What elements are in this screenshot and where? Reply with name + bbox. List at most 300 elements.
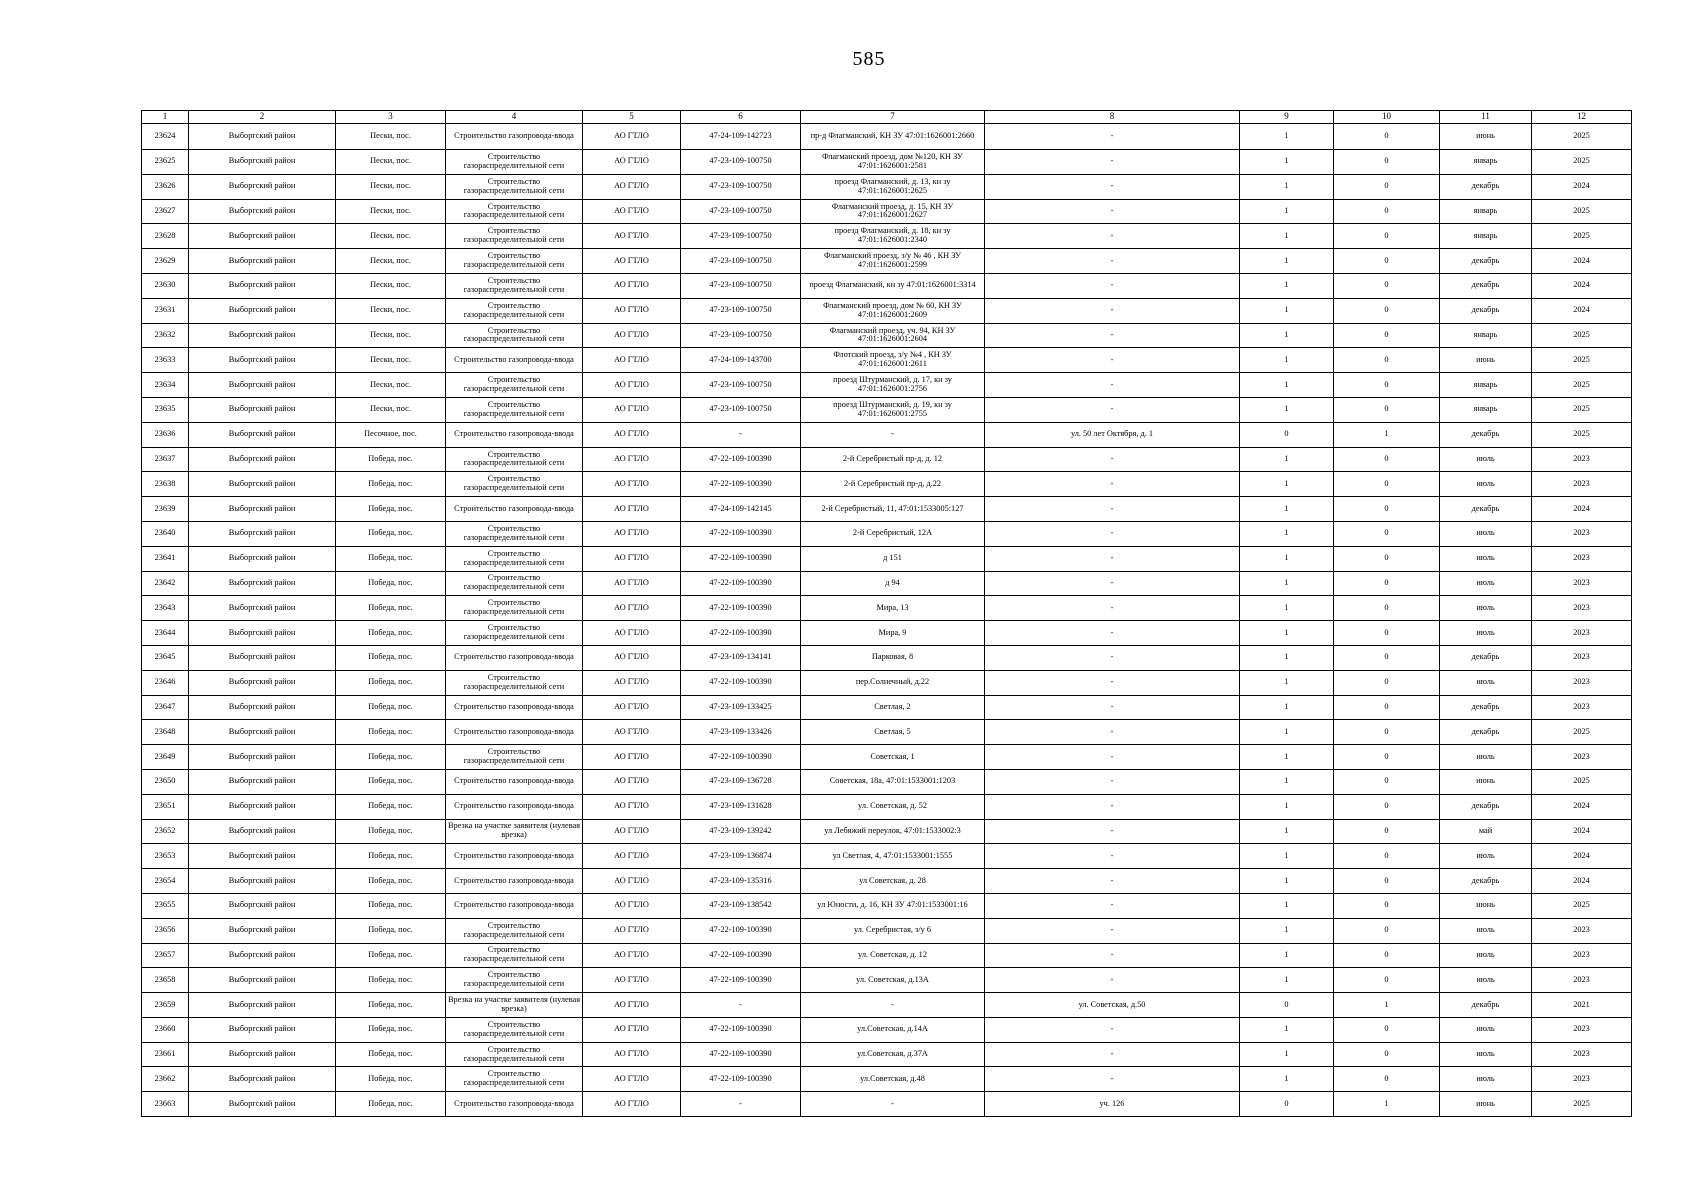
alt-address-cell: - xyxy=(985,943,1240,968)
column-header: 2 xyxy=(189,111,336,124)
address-cell: ул.Советская, д.48 xyxy=(801,1067,985,1092)
work-type-cell: Строительство газопровода-ввода xyxy=(446,893,583,918)
organization-cell: АО ГТЛО xyxy=(583,993,681,1018)
count-b-cell: 0 xyxy=(1334,571,1440,596)
work-type-cell: Строительство газопровода-ввода xyxy=(446,497,583,522)
row-number-cell: 23660 xyxy=(142,1017,189,1042)
month-cell: июнь xyxy=(1440,769,1532,794)
month-cell: декабрь xyxy=(1440,869,1532,894)
month-cell: июль xyxy=(1440,621,1532,646)
organization-cell: АО ГТЛО xyxy=(583,645,681,670)
table-row xyxy=(142,298,1632,323)
alt-address-cell: - xyxy=(985,720,1240,745)
address-cell: - xyxy=(801,422,985,447)
permit-number-cell: 47-22-109-100390 xyxy=(681,571,801,596)
count-b-cell: 0 xyxy=(1334,596,1440,621)
count-a-cell: 0 xyxy=(1240,993,1334,1018)
table-row xyxy=(142,968,1632,993)
year-cell: 2021 xyxy=(1532,993,1632,1018)
column-header: 1 xyxy=(142,111,189,124)
alt-address-cell: - xyxy=(985,348,1240,373)
permit-number-cell: 47-24-109-143700 xyxy=(681,348,801,373)
address-cell: 2-й Серебристый, 12А xyxy=(801,521,985,546)
count-a-cell: 1 xyxy=(1240,869,1334,894)
settlement-cell: Победа, пос. xyxy=(336,720,446,745)
table-row xyxy=(142,373,1632,398)
district-cell: Выборгский район xyxy=(189,546,336,571)
work-type-cell: Строительство газораспределительной сети xyxy=(446,298,583,323)
work-type-cell: Строительство газораспределительной сети xyxy=(446,1042,583,1067)
table-row xyxy=(142,943,1632,968)
row-number-cell: 23630 xyxy=(142,273,189,298)
count-b-cell: 0 xyxy=(1334,174,1440,199)
row-number-cell: 23627 xyxy=(142,199,189,224)
settlement-cell: Победа, пос. xyxy=(336,993,446,1018)
column-header: 7 xyxy=(801,111,985,124)
alt-address-cell: - xyxy=(985,521,1240,546)
district-cell: Выборгский район xyxy=(189,1017,336,1042)
column-header: 8 xyxy=(985,111,1240,124)
alt-address-cell: - xyxy=(985,596,1240,621)
month-cell: июль xyxy=(1440,918,1532,943)
count-b-cell: 0 xyxy=(1334,1067,1440,1092)
permit-number-cell: 47-22-109-100390 xyxy=(681,943,801,968)
organization-cell: АО ГТЛО xyxy=(583,447,681,472)
table-row xyxy=(142,521,1632,546)
year-cell: 2023 xyxy=(1532,1017,1632,1042)
district-cell: Выборгский район xyxy=(189,968,336,993)
work-type-cell: Строительство газопровода-ввода xyxy=(446,844,583,869)
year-cell: 2025 xyxy=(1532,720,1632,745)
organization-cell: АО ГТЛО xyxy=(583,497,681,522)
count-a-cell: 1 xyxy=(1240,1042,1334,1067)
row-number-cell: 23654 xyxy=(142,869,189,894)
organization-cell: АО ГТЛО xyxy=(583,1092,681,1117)
count-a-cell: 1 xyxy=(1240,249,1334,274)
permit-number-cell: 47-23-109-136728 xyxy=(681,769,801,794)
settlement-cell: Победа, пос. xyxy=(336,645,446,670)
settlement-cell: Пески, пос. xyxy=(336,174,446,199)
organization-cell: АО ГТЛО xyxy=(583,968,681,993)
year-cell: 2023 xyxy=(1532,670,1632,695)
year-cell: 2023 xyxy=(1532,546,1632,571)
count-b-cell: 0 xyxy=(1334,968,1440,993)
permit-number-cell: 47-23-109-100750 xyxy=(681,224,801,249)
count-b-cell: 0 xyxy=(1334,373,1440,398)
count-b-cell: 0 xyxy=(1334,249,1440,274)
row-number-cell: 23653 xyxy=(142,844,189,869)
table-row xyxy=(142,546,1632,571)
table-row xyxy=(142,199,1632,224)
count-b-cell: 0 xyxy=(1334,199,1440,224)
address-cell: ул. Серебристая, з/у 6 xyxy=(801,918,985,943)
organization-cell: АО ГТЛО xyxy=(583,893,681,918)
organization-cell: АО ГТЛО xyxy=(583,323,681,348)
address-cell: Светлая, 2 xyxy=(801,695,985,720)
alt-address-cell: уч. 126 xyxy=(985,1092,1240,1117)
row-number-cell: 23655 xyxy=(142,893,189,918)
settlement-cell: Победа, пос. xyxy=(336,943,446,968)
permit-number-cell: 47-23-109-100750 xyxy=(681,249,801,274)
alt-address-cell: - xyxy=(985,546,1240,571)
table-row xyxy=(142,323,1632,348)
month-cell: январь xyxy=(1440,323,1532,348)
work-type-cell: Строительство газораспределительной сети xyxy=(446,546,583,571)
permit-number-cell: 47-24-109-142723 xyxy=(681,124,801,150)
alt-address-cell: - xyxy=(985,968,1240,993)
table-row xyxy=(142,1042,1632,1067)
permit-number-cell: 47-22-109-100390 xyxy=(681,472,801,497)
work-type-cell: Строительство газораспределительной сети xyxy=(446,224,583,249)
settlement-cell: Победа, пос. xyxy=(336,447,446,472)
settlement-cell: Победа, пос. xyxy=(336,1042,446,1067)
row-number-cell: 23659 xyxy=(142,993,189,1018)
year-cell: 2025 xyxy=(1532,323,1632,348)
row-number-cell: 23637 xyxy=(142,447,189,472)
organization-cell: АО ГТЛО xyxy=(583,869,681,894)
address-cell: проезд Флагманский, д. 13, кн зу 47:01:1626001:2625 xyxy=(801,174,985,199)
row-number-cell: 23636 xyxy=(142,422,189,447)
count-a-cell: 1 xyxy=(1240,373,1334,398)
count-a-cell: 1 xyxy=(1240,1067,1334,1092)
address-cell: Флагманский проезд, дом №120, КН ЗУ 47:01:1626001:2581 xyxy=(801,150,985,175)
row-number-cell: 23644 xyxy=(142,621,189,646)
work-type-cell: Строительство газораспределительной сети xyxy=(446,373,583,398)
month-cell: июль xyxy=(1440,1017,1532,1042)
settlement-cell: Песочное, пос. xyxy=(336,422,446,447)
row-number-cell: 23639 xyxy=(142,497,189,522)
year-cell: 2023 xyxy=(1532,571,1632,596)
work-type-cell: Строительство газораспределительной сети xyxy=(446,571,583,596)
year-cell: 2023 xyxy=(1532,596,1632,621)
row-number-cell: 23662 xyxy=(142,1067,189,1092)
alt-address-cell: - xyxy=(985,1042,1240,1067)
permit-number-cell: - xyxy=(681,422,801,447)
alt-address-cell: - xyxy=(985,199,1240,224)
permit-number-cell: 47-22-109-100390 xyxy=(681,521,801,546)
count-b-cell: 0 xyxy=(1334,273,1440,298)
count-b-cell: 0 xyxy=(1334,323,1440,348)
count-b-cell: 0 xyxy=(1334,298,1440,323)
year-cell: 2024 xyxy=(1532,819,1632,844)
work-type-cell: Строительство газораспределительной сети xyxy=(446,273,583,298)
alt-address-cell: - xyxy=(985,819,1240,844)
permit-number-cell: 47-24-109-142145 xyxy=(681,497,801,522)
column-number-row xyxy=(142,111,1632,124)
alt-address-cell: - xyxy=(985,1067,1240,1092)
district-cell: Выборгский район xyxy=(189,596,336,621)
year-cell: 2024 xyxy=(1532,249,1632,274)
count-a-cell: 1 xyxy=(1240,150,1334,175)
district-cell: Выборгский район xyxy=(189,819,336,844)
alt-address-cell: - xyxy=(985,124,1240,150)
column-header: 9 xyxy=(1240,111,1334,124)
count-a-cell: 1 xyxy=(1240,819,1334,844)
year-cell: 2025 xyxy=(1532,224,1632,249)
work-type-cell: Строительство газораспределительной сети xyxy=(446,621,583,646)
alt-address-cell: - xyxy=(985,273,1240,298)
organization-cell: АО ГТЛО xyxy=(583,571,681,596)
alt-address-cell: - xyxy=(985,844,1240,869)
organization-cell: АО ГТЛО xyxy=(583,174,681,199)
work-type-cell: Строительство газораспределительной сети xyxy=(446,323,583,348)
table-row xyxy=(142,769,1632,794)
address-cell: Парковая, 8 xyxy=(801,645,985,670)
permit-number-cell: 47-23-109-100750 xyxy=(681,323,801,348)
table-row xyxy=(142,422,1632,447)
row-number-cell: 23635 xyxy=(142,397,189,422)
work-type-cell: Строительство газопровода-ввода xyxy=(446,645,583,670)
organization-cell: АО ГТЛО xyxy=(583,124,681,150)
settlement-cell: Победа, пос. xyxy=(336,472,446,497)
address-cell: Советская, 18а, 47:01:1533001:1203 xyxy=(801,769,985,794)
count-a-cell: 1 xyxy=(1240,447,1334,472)
table-row xyxy=(142,472,1632,497)
table-row xyxy=(142,397,1632,422)
settlement-cell: Победа, пос. xyxy=(336,1092,446,1117)
table-row xyxy=(142,447,1632,472)
row-number-cell: 23656 xyxy=(142,918,189,943)
permit-number-cell: 47-22-109-100390 xyxy=(681,670,801,695)
count-a-cell: 1 xyxy=(1240,794,1334,819)
district-cell: Выборгский район xyxy=(189,695,336,720)
year-cell: 2025 xyxy=(1532,769,1632,794)
work-type-cell: Строительство газораспределительной сети xyxy=(446,1017,583,1042)
district-cell: Выборгский район xyxy=(189,174,336,199)
alt-address-cell: - xyxy=(985,918,1240,943)
row-number-cell: 23628 xyxy=(142,224,189,249)
count-a-cell: 1 xyxy=(1240,720,1334,745)
organization-cell: АО ГТЛО xyxy=(583,224,681,249)
district-cell: Выборгский район xyxy=(189,397,336,422)
organization-cell: АО ГТЛО xyxy=(583,298,681,323)
count-a-cell: 1 xyxy=(1240,918,1334,943)
count-b-cell: 0 xyxy=(1334,893,1440,918)
count-a-cell: 1 xyxy=(1240,769,1334,794)
settlement-cell: Пески, пос. xyxy=(336,348,446,373)
work-type-cell: Строительство газораспределительной сети xyxy=(446,397,583,422)
month-cell: декабрь xyxy=(1440,993,1532,1018)
settlement-cell: Пески, пос. xyxy=(336,298,446,323)
alt-address-cell: - xyxy=(985,745,1240,770)
row-number-cell: 23645 xyxy=(142,645,189,670)
row-number-cell: 23626 xyxy=(142,174,189,199)
column-header: 3 xyxy=(336,111,446,124)
settlement-cell: Победа, пос. xyxy=(336,918,446,943)
count-b-cell: 0 xyxy=(1334,1042,1440,1067)
month-cell: июнь xyxy=(1440,124,1532,150)
year-cell: 2023 xyxy=(1532,1042,1632,1067)
month-cell: июль xyxy=(1440,1067,1532,1092)
count-b-cell: 0 xyxy=(1334,150,1440,175)
count-b-cell: 0 xyxy=(1334,794,1440,819)
month-cell: июнь xyxy=(1440,893,1532,918)
district-cell: Выборгский район xyxy=(189,943,336,968)
settlement-cell: Пески, пос. xyxy=(336,249,446,274)
permit-number-cell: 47-23-109-131628 xyxy=(681,794,801,819)
settlement-cell: Пески, пос. xyxy=(336,224,446,249)
address-cell: ул. Советская, д. 52 xyxy=(801,794,985,819)
year-cell: 2023 xyxy=(1532,1067,1632,1092)
column-header: 11 xyxy=(1440,111,1532,124)
work-type-cell: Строительство газораспределительной сети xyxy=(446,745,583,770)
row-number-cell: 23657 xyxy=(142,943,189,968)
address-cell: ул Юности, д. 16, КН ЗУ 47:01:1533001:16 xyxy=(801,893,985,918)
work-type-cell: Строительство газораспределительной сети xyxy=(446,472,583,497)
district-cell: Выборгский район xyxy=(189,150,336,175)
organization-cell: АО ГТЛО xyxy=(583,199,681,224)
work-type-cell: Строительство газопровода-ввода xyxy=(446,124,583,150)
count-a-cell: 1 xyxy=(1240,224,1334,249)
count-a-cell: 0 xyxy=(1240,1092,1334,1117)
month-cell: июль xyxy=(1440,1042,1532,1067)
settlement-cell: Пески, пос. xyxy=(336,397,446,422)
organization-cell: АО ГТЛО xyxy=(583,1017,681,1042)
table-row xyxy=(142,918,1632,943)
row-number-cell: 23642 xyxy=(142,571,189,596)
permit-number-cell: 47-23-109-100750 xyxy=(681,373,801,398)
settlement-cell: Пески, пос. xyxy=(336,273,446,298)
page-number: 585 xyxy=(852,48,886,70)
count-a-cell: 1 xyxy=(1240,497,1334,522)
table-row xyxy=(142,695,1632,720)
organization-cell: АО ГТЛО xyxy=(583,348,681,373)
settlement-cell: Победа, пос. xyxy=(336,621,446,646)
district-cell: Выборгский район xyxy=(189,769,336,794)
settlement-cell: Победа, пос. xyxy=(336,844,446,869)
address-cell: Флотский проезд, з/у №4 , КН ЗУ 47:01:1626001:2611 xyxy=(801,348,985,373)
month-cell: январь xyxy=(1440,373,1532,398)
year-cell: 2025 xyxy=(1532,373,1632,398)
table-row xyxy=(142,1017,1632,1042)
count-a-cell: 1 xyxy=(1240,472,1334,497)
address-cell: Мира, 9 xyxy=(801,621,985,646)
alt-address-cell: - xyxy=(985,670,1240,695)
address-cell: Флагманский проезд, дом № 60, КН ЗУ 47:01:1626001:2609 xyxy=(801,298,985,323)
count-a-cell: 1 xyxy=(1240,968,1334,993)
organization-cell: АО ГТЛО xyxy=(583,695,681,720)
district-cell: Выборгский район xyxy=(189,447,336,472)
month-cell: декабрь xyxy=(1440,720,1532,745)
alt-address-cell: ул. 50 лет Октября, д. 1 xyxy=(985,422,1240,447)
district-cell: Выборгский район xyxy=(189,794,336,819)
year-cell: 2023 xyxy=(1532,645,1632,670)
district-cell: Выборгский район xyxy=(189,348,336,373)
address-cell: ул.Советская, д.14А xyxy=(801,1017,985,1042)
alt-address-cell: - xyxy=(985,794,1240,819)
permit-number-cell: 47-23-109-100750 xyxy=(681,174,801,199)
column-header: 5 xyxy=(583,111,681,124)
year-cell: 2024 xyxy=(1532,174,1632,199)
district-cell: Выборгский район xyxy=(189,893,336,918)
count-b-cell: 0 xyxy=(1334,869,1440,894)
address-cell: проезд Штурманский, д. 19, кн зу 47:01:1626001:2755 xyxy=(801,397,985,422)
month-cell: июль xyxy=(1440,745,1532,770)
count-b-cell: 1 xyxy=(1334,993,1440,1018)
organization-cell: АО ГТЛО xyxy=(583,918,681,943)
organization-cell: АО ГТЛО xyxy=(583,844,681,869)
month-cell: декабрь xyxy=(1440,645,1532,670)
year-cell: 2024 xyxy=(1532,869,1632,894)
district-cell: Выборгский район xyxy=(189,645,336,670)
settlement-cell: Пески, пос. xyxy=(336,124,446,150)
row-number-cell: 23624 xyxy=(142,124,189,150)
table-row xyxy=(142,497,1632,522)
row-number-cell: 23634 xyxy=(142,373,189,398)
permit-number-cell: 47-23-109-136874 xyxy=(681,844,801,869)
count-a-cell: 1 xyxy=(1240,348,1334,373)
year-cell: 2025 xyxy=(1532,348,1632,373)
address-cell: ул Лебяжий переулок, 47:01:1533002:3 xyxy=(801,819,985,844)
settlement-cell: Пески, пос. xyxy=(336,373,446,398)
permit-number-cell: 47-22-109-100390 xyxy=(681,1067,801,1092)
month-cell: июль xyxy=(1440,596,1532,621)
settlement-cell: Победа, пос. xyxy=(336,869,446,894)
permit-number-cell: 47-23-109-100750 xyxy=(681,298,801,323)
work-type-cell: Строительство газораспределительной сети xyxy=(446,249,583,274)
row-number-cell: 23661 xyxy=(142,1042,189,1067)
settlement-cell: Победа, пос. xyxy=(336,769,446,794)
table-row xyxy=(142,571,1632,596)
district-cell: Выборгский район xyxy=(189,745,336,770)
count-b-cell: 0 xyxy=(1334,943,1440,968)
table-body xyxy=(142,124,1632,1117)
address-cell: Флагманский проезд, з/у № 46 , КН ЗУ 47:01:1626001:2599 xyxy=(801,249,985,274)
address-cell: пер.Солнечный, д.22 xyxy=(801,670,985,695)
district-cell: Выборгский район xyxy=(189,1067,336,1092)
count-a-cell: 1 xyxy=(1240,943,1334,968)
alt-address-cell: - xyxy=(985,869,1240,894)
month-cell: июль xyxy=(1440,571,1532,596)
permit-number-cell: - xyxy=(681,1092,801,1117)
month-cell: декабрь xyxy=(1440,695,1532,720)
count-b-cell: 0 xyxy=(1334,224,1440,249)
alt-address-cell: - xyxy=(985,373,1240,398)
district-cell: Выборгский район xyxy=(189,497,336,522)
count-b-cell: 0 xyxy=(1334,124,1440,150)
row-number-cell: 23648 xyxy=(142,720,189,745)
organization-cell: АО ГТЛО xyxy=(583,819,681,844)
month-cell: декабрь xyxy=(1440,422,1532,447)
month-cell: декабрь xyxy=(1440,273,1532,298)
work-type-cell: Строительство газораспределительной сети xyxy=(446,670,583,695)
address-cell: пр-д Флагманский, КН ЗУ 47:01:1626001:2660 xyxy=(801,124,985,150)
work-type-cell: Строительство газораспределительной сети xyxy=(446,447,583,472)
district-cell: Выборгский район xyxy=(189,124,336,150)
work-type-cell: Строительство газопровода-ввода xyxy=(446,1092,583,1117)
settlement-cell: Победа, пос. xyxy=(336,794,446,819)
alt-address-cell: - xyxy=(985,298,1240,323)
organization-cell: АО ГТЛО xyxy=(583,150,681,175)
month-cell: июнь xyxy=(1440,1092,1532,1117)
alt-address-cell: - xyxy=(985,571,1240,596)
count-a-cell: 1 xyxy=(1240,645,1334,670)
settlement-cell: Победа, пос. xyxy=(336,596,446,621)
address-cell: ул. Советская, д.13А xyxy=(801,968,985,993)
count-b-cell: 0 xyxy=(1334,844,1440,869)
year-cell: 2025 xyxy=(1532,150,1632,175)
count-b-cell: 0 xyxy=(1334,918,1440,943)
count-b-cell: 0 xyxy=(1334,695,1440,720)
settlement-cell: Победа, пос. xyxy=(336,745,446,770)
count-a-cell: 1 xyxy=(1240,670,1334,695)
address-cell: Мира, 13 xyxy=(801,596,985,621)
row-number-cell: 23633 xyxy=(142,348,189,373)
permit-number-cell: 47-22-109-100390 xyxy=(681,447,801,472)
district-cell: Выборгский район xyxy=(189,1042,336,1067)
table-row xyxy=(142,819,1632,844)
district-cell: Выборгский район xyxy=(189,993,336,1018)
